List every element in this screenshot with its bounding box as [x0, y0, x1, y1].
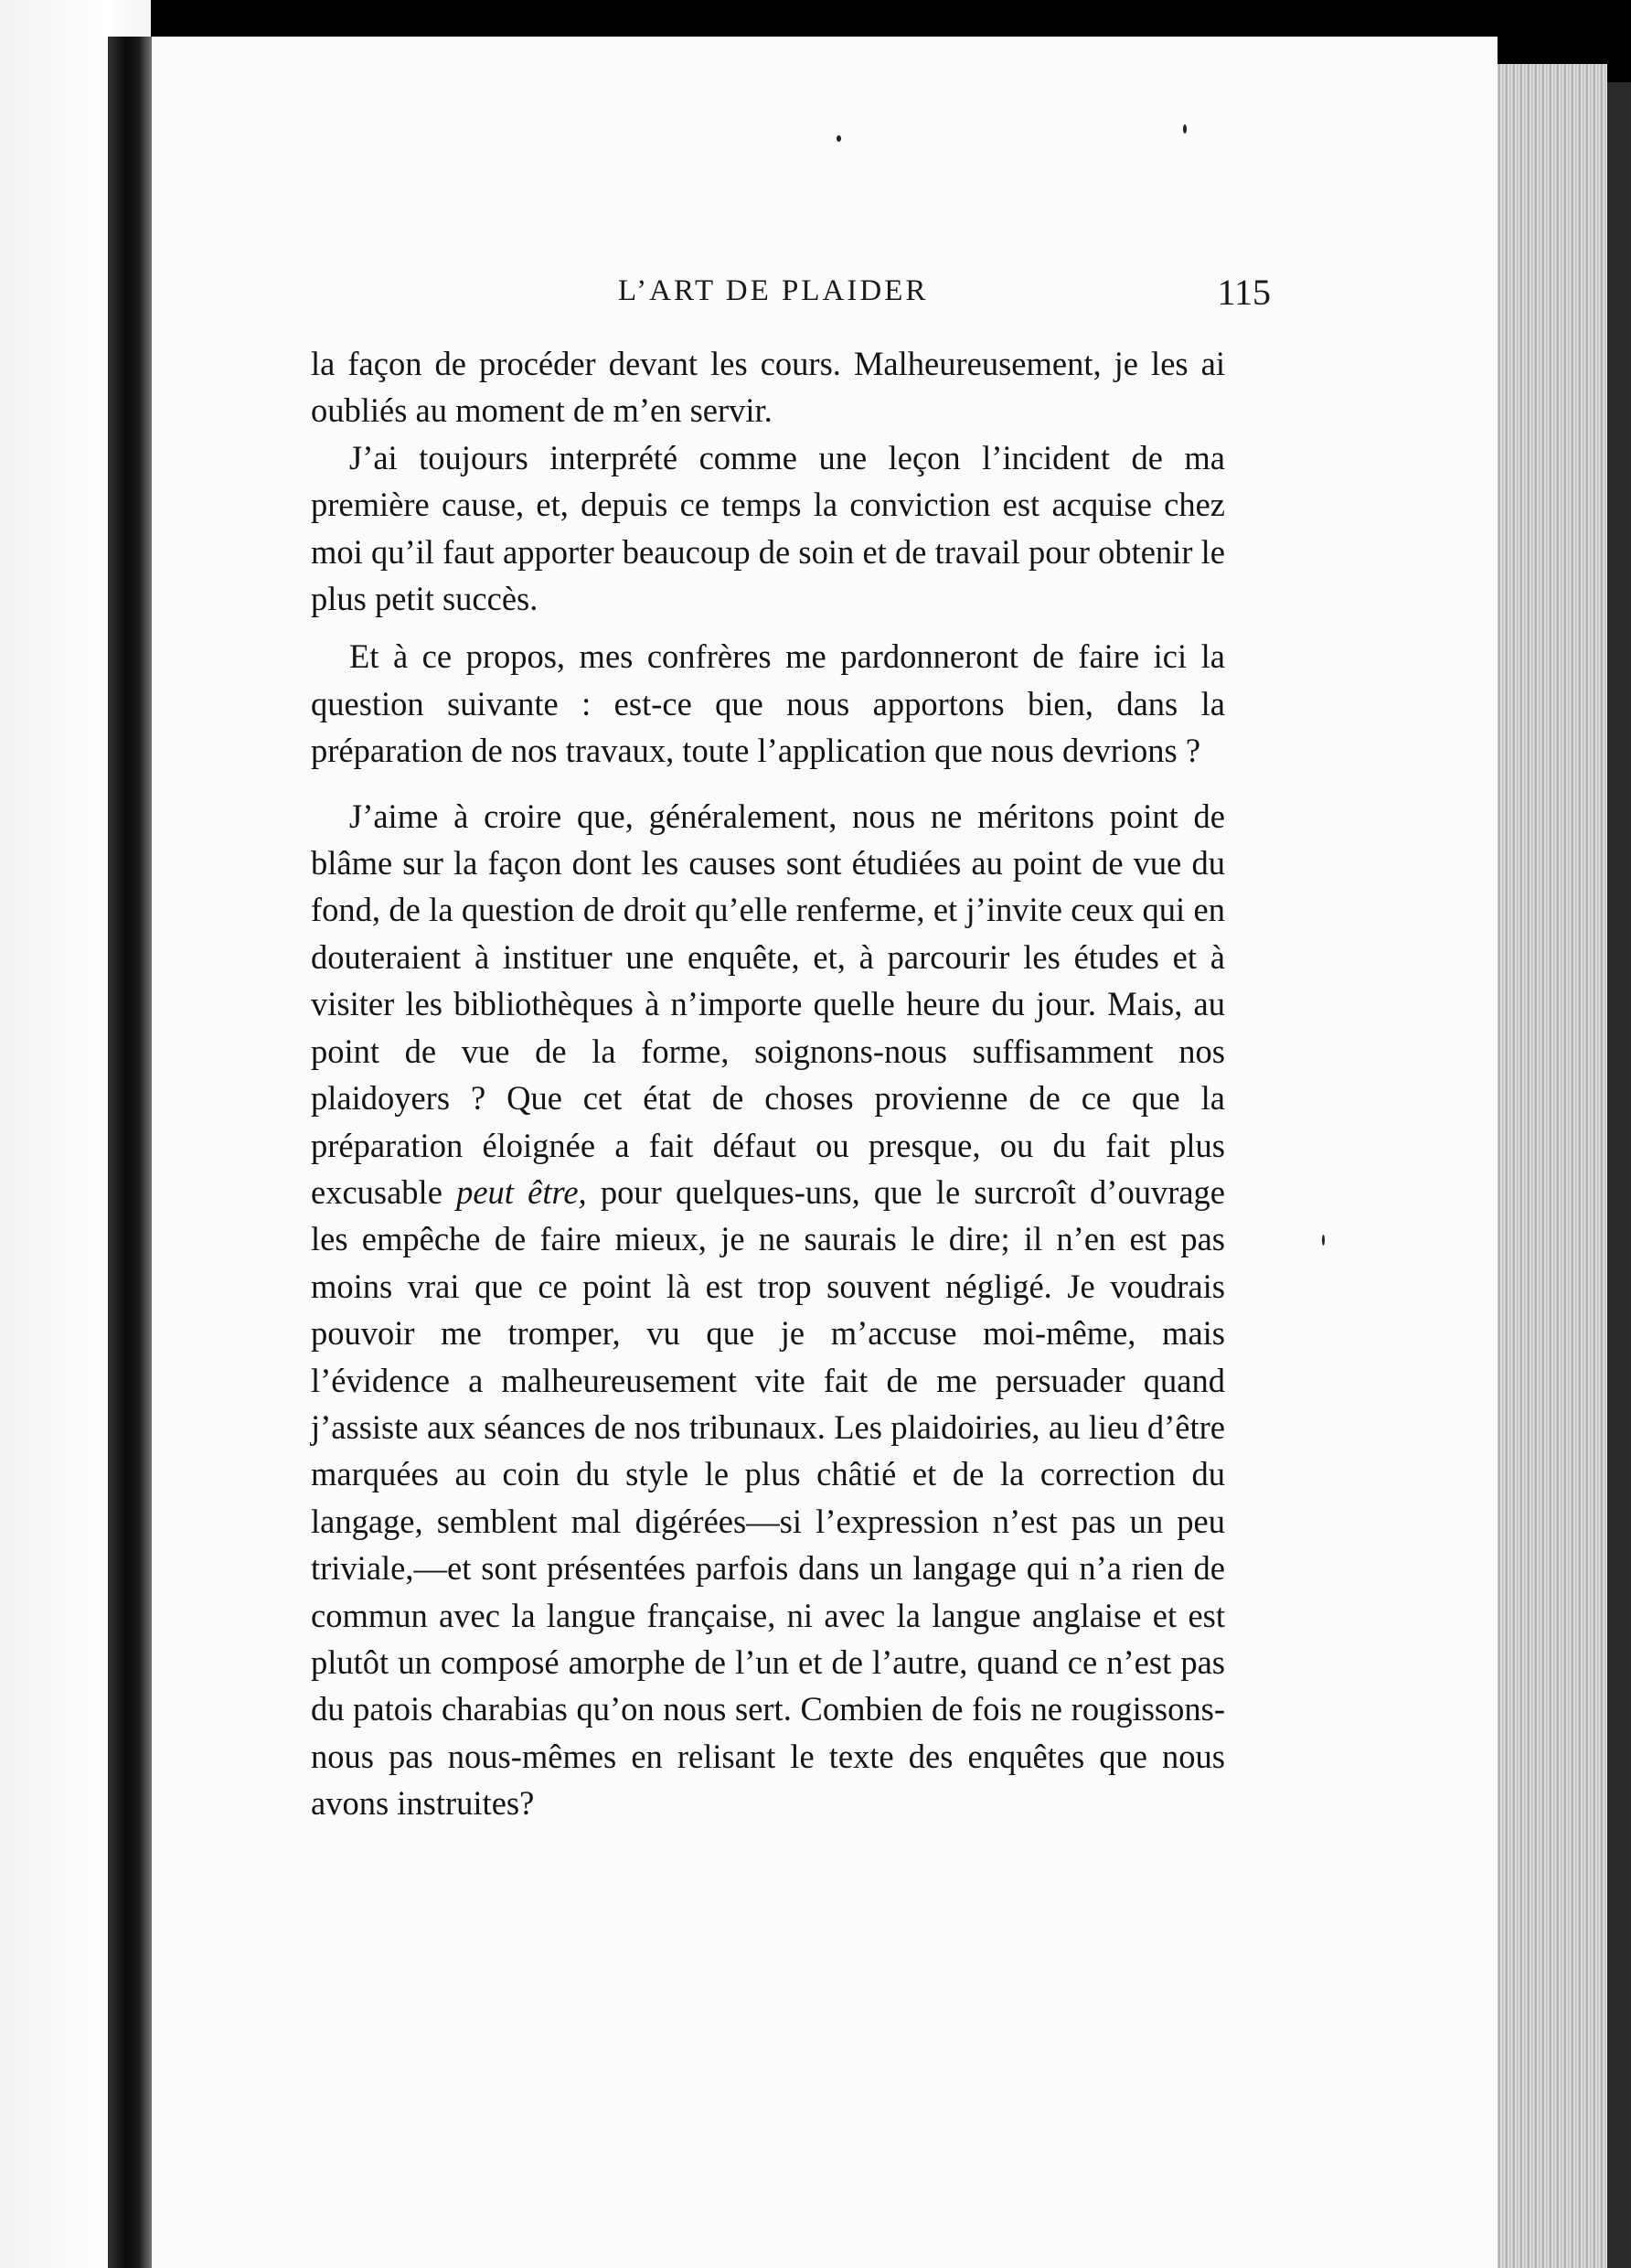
page-number: 115 — [1217, 272, 1271, 313]
scan-speck — [837, 135, 841, 142]
paragraph-1: la façon de procéder devant les cours. Malheureusement, je les ai oubliés au moment de m’en servir. — [311, 345, 1225, 430]
scan-speck — [1183, 124, 1187, 134]
running-title: L’ART DE PLAIDER — [618, 274, 929, 307]
body-text — [311, 340, 1225, 1827]
paragraph-4-emphasis: peut être, — [456, 1172, 587, 1211]
paragraph-4 — [311, 793, 1225, 1827]
book-gutter — [108, 37, 152, 2268]
running-head — [302, 274, 1271, 320]
paragraph-2: J’ai toujours interprété comme une leçon l’incident de ma première cause, et, depuis ce temps la conviction est acquise chez moi qu’il faut apporter beaucoup de soin et de travail pour obtenir le plus petit succès. — [311, 438, 1225, 618]
paragraph-4-text-b: pour quelques-uns, que le surcroît d’ouvrage les empêche de faire mieux, je ne saurais le dire; il n’en est pas moins vrai que ce point là est trop souvent négligé. Je voudrais pouvoir me tromper, vu que je m’accuse moi-même, mais l’évidence a malheureusement vite fait de me persuader quand j’assiste aux séances de nos tribunaux. Les plaidoiries, au lieu d’être marquées au coin du style le plus châtié et de la correction du langage, semblent mal digérées—si l’expression n’est pas un peu triviale,—et sont présentées parfois dans un langage qui n’a rien de commun avec la langue française, ni avec la langue anglaise et est plutôt un composé amorphe de l’un et de l’autre, quand ce n’est pas du patois charabias qu’on nous sert. Combien de fois ne rougissons-nous pas nous-mêmes en relisant le texte des enquêtes que nous avons instruites? — [311, 1172, 1226, 1823]
paragraph-3: Et à ce propos, mes confrères me pardonneront de faire ici la question suivante : est-ce que nous apportons bien, dans la préparation de nos travaux, toute l’application que nous devrions ? — [311, 637, 1225, 770]
paragraph-4-text-a: J’aime à croire que, généralement, nous ne méritons point de blâme sur la façon dont les causes sont étudiées au point de vue du fond, de la question de droit qu’elle renferme, et j’invite ceux qui en douteraient à instituer une enquête, et, à parcourir les études et à visiter les bibliothèques à n’importe quelle heure du jour. Mais, au point de vue de la forme, soignons-nous suffisamment nos plaidoyers ? Que cet état de choses provienne de ce que la préparation éloignée a fait défaut ou presque, ou du fait plus excusable — [311, 797, 1225, 1211]
page-block-edges — [1498, 64, 1607, 2268]
book-cover-edge — [1607, 82, 1631, 2268]
scan-speck — [1322, 1235, 1325, 1246]
